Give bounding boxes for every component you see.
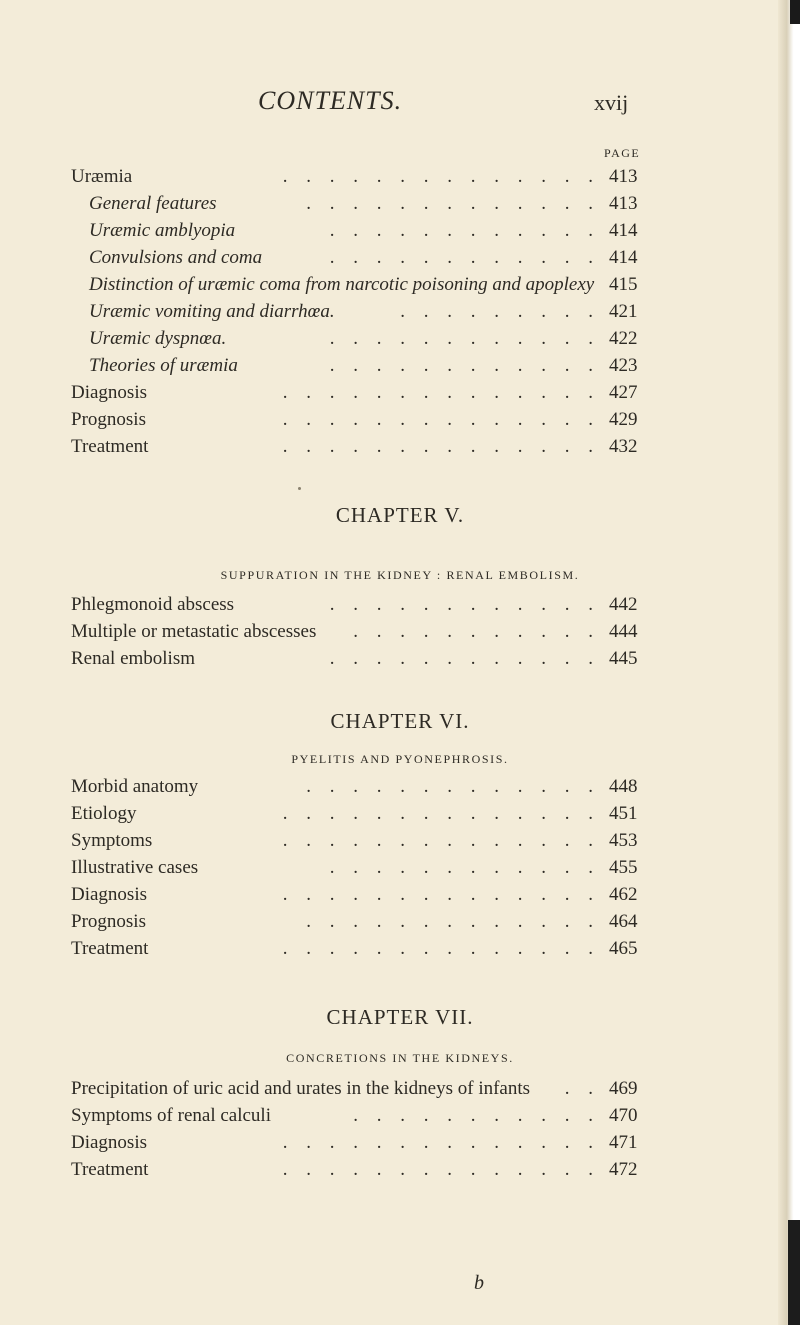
toc-entry-page: 462 (609, 884, 638, 905)
toc-entry (0, 272, 800, 298)
toc-entry-page: 414 (609, 220, 638, 241)
chapter-subtitle: PYELITIS AND PYONEPHROSIS. (291, 752, 509, 766)
toc-entry (0, 855, 800, 881)
toc-entry-label: Multiple or metastatic abscesses (71, 621, 317, 642)
toc-entry-page: 469 (609, 1078, 638, 1099)
chapter-heading: CHAPTER VII. (326, 1005, 474, 1029)
toc-entry-label: Treatment (71, 938, 149, 959)
dot-leader: . . . . . . . . . . . . . (306, 776, 600, 797)
toc-entry-label: Prognosis (71, 409, 146, 430)
toc-entry (0, 882, 800, 908)
dot-leader: . . . . . . . . . . . . (329, 247, 600, 268)
toc-entry (0, 646, 800, 672)
toc-entry (0, 353, 800, 379)
toc-entry (0, 407, 800, 433)
toc-entry (0, 936, 800, 962)
toc-entry (0, 1103, 800, 1129)
chapter-subtitle: SUPPURATION IN THE KIDNEY : RENAL EMBOLISM. (220, 568, 580, 582)
toc-entry-label: Treatment (71, 436, 149, 457)
chapter-heading: CHAPTER V. (335, 503, 465, 527)
toc-entry-label: Uræmia (71, 166, 133, 187)
toc-entry-label: Diagnosis (71, 1132, 147, 1153)
dot-leader: . . . . . . . . . . . . . . (282, 803, 600, 824)
dot-leader: . . . . . . . . . . . . . . (282, 166, 600, 187)
signature-mark: b (474, 1272, 484, 1294)
toc-entry-page: 445 (609, 648, 638, 669)
toc-entry-label: Theories of uræmia (89, 355, 238, 376)
toc-entry (0, 245, 800, 271)
toc-entry-label: Precipitation of uric acid and urates in the kidneys of infants (71, 1078, 531, 1099)
toc-entry (0, 909, 800, 935)
dot-leader: . . . . . . . . . . . . . (306, 911, 600, 932)
dot-leader: . . . . . . . . . . . . (329, 648, 600, 669)
toc-entry-page: 421 (609, 301, 638, 322)
toc-entry-page: 464 (609, 911, 638, 932)
dot-leader: . . . . . . . . . . . (353, 1105, 600, 1126)
toc-entry-label: Prognosis (71, 911, 146, 932)
toc-entry-label: Diagnosis (71, 382, 147, 403)
toc-entry-page: 423 (609, 355, 638, 376)
dot-leader: . . . . . . . . . . . . . . (282, 830, 600, 851)
toc-entry-page: 415 (609, 274, 638, 295)
dot-leader: . . . . . . . . . . . . . . (282, 382, 600, 403)
toc-entry-page: 444 (609, 621, 638, 642)
page-edge-mark-top (790, 0, 800, 24)
dot-leader: . . . . . . . . . . . . . (306, 193, 600, 214)
toc-entry-page: 451 (609, 803, 638, 824)
toc-entry-label: Etiology (71, 803, 137, 824)
dot-leader: . . (564, 1078, 600, 1099)
toc-entry-label: Treatment (71, 1159, 149, 1180)
dot-leader: . . . . . . . . . . . . (329, 594, 600, 615)
dot-leader: . . . . . . . . . . . . (329, 220, 600, 241)
toc-entry-page: 455 (609, 857, 638, 878)
toc-entry (0, 1157, 800, 1183)
toc-entry (0, 434, 800, 460)
toc-entry-page: 442 (609, 594, 638, 615)
toc-entry (0, 592, 800, 618)
chapter-subtitle: CONCRETIONS IN THE KIDNEYS. (286, 1051, 514, 1065)
toc-entry (0, 326, 800, 352)
dot-leader: . . . . . . . . . (400, 301, 600, 322)
toc-entry (0, 1130, 800, 1156)
toc-entry-label: Diagnosis (71, 884, 147, 905)
toc-entry (0, 801, 800, 827)
toc-entry-label: Uræmic dyspnœa. (89, 328, 227, 349)
toc-entry (0, 218, 800, 244)
toc-entry-label: Symptoms of renal calculi (71, 1105, 271, 1126)
toc-entry-page: 427 (609, 382, 638, 403)
page-column-label: PAGE (604, 146, 641, 160)
dot-leader: . . . . . . . . . . . . . . (282, 1159, 600, 1180)
toc-entry-page: 432 (609, 436, 638, 457)
toc-entry-label: General features (89, 193, 217, 214)
toc-entry (0, 380, 800, 406)
dot-leader: . . . . . . . . . . . . (329, 328, 600, 349)
dot-leader: . . . . . . . . . . . (353, 621, 600, 642)
toc-entry-label: Uræmic vomiting and diarrhœa. (89, 301, 335, 322)
dot-leader: . . . . . . . . . . . . . . (282, 884, 600, 905)
toc-entry (0, 828, 800, 854)
toc-entry-label: Symptoms (71, 830, 153, 851)
page-header (258, 86, 629, 122)
toc-entry-label: Illustrative cases (71, 857, 199, 878)
toc-entry (0, 191, 800, 217)
toc-entry-page: 413 (609, 166, 638, 187)
toc-entry (0, 299, 800, 325)
toc-entry-page: 470 (609, 1105, 638, 1126)
toc-entry (0, 774, 800, 800)
page-edge-mark-bottom (788, 1220, 800, 1325)
toc-entry-page: 472 (609, 1159, 638, 1180)
toc-entry-page: 448 (609, 776, 638, 797)
toc-entry-page: 422 (609, 328, 638, 349)
toc-entry-label: Uræmic amblyopia (89, 220, 236, 241)
dot-leader: . . . . . . . . . . . . . . (282, 409, 600, 430)
toc-entry (0, 164, 800, 190)
dot-leader: . . . . . . . . . . . . (329, 857, 600, 878)
toc-entry-page: 413 (609, 193, 638, 214)
toc-entry-page: 453 (609, 830, 638, 851)
toc-entry-page: 471 (609, 1132, 638, 1153)
toc-entry-label: Morbid anatomy (71, 776, 199, 797)
chapter-heading: CHAPTER VI. (330, 709, 470, 733)
toc-entry-label: Renal embolism (71, 648, 196, 669)
dot-leader: . . . . . . . . . . . . . . (282, 938, 600, 959)
dot-leader: . . . . . . . . . . . . (329, 355, 600, 376)
dot-leader: . . . . . . . . . . . . . . (282, 1132, 600, 1153)
toc-entry-label: Phlegmonoid abscess (71, 594, 235, 615)
toc-entry-page: 414 (609, 247, 638, 268)
toc-entry (0, 619, 800, 645)
toc-entry (0, 1076, 800, 1102)
toc-entry-page: 465 (609, 938, 638, 959)
page-number: xvij (594, 90, 629, 115)
toc-entry-label: Distinction of uræmic coma from narcotic poisoning and apoplexy (89, 274, 595, 295)
dot-leader: . . . . . . . . . . . . . . (282, 436, 600, 457)
toc-entry-label: Convulsions and coma (89, 247, 263, 268)
toc-entry-page: 429 (609, 409, 638, 430)
running-title: CONTENTS. (258, 86, 403, 115)
print-speck (298, 487, 301, 490)
